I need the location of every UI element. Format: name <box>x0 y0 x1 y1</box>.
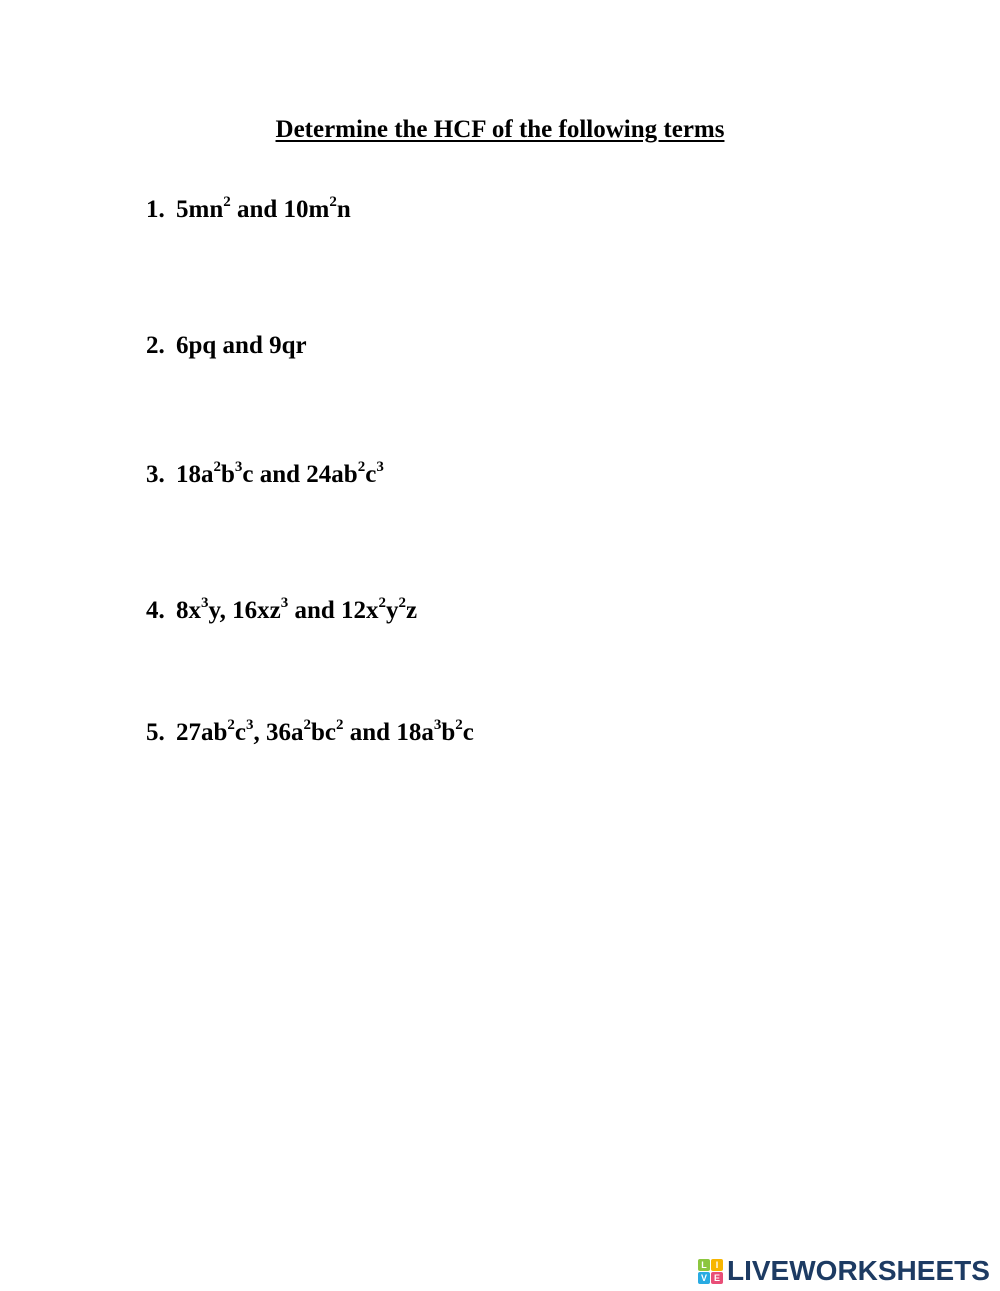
expression-text: y <box>386 597 399 624</box>
question-expression <box>176 458 384 488</box>
question-4 <box>146 594 418 625</box>
exponent: 2 <box>398 594 407 611</box>
question-expression <box>176 332 307 359</box>
exponent: 2 <box>213 458 221 475</box>
question-expression <box>176 716 474 746</box>
expression-text: z <box>406 597 418 624</box>
question-number: 4. <box>146 597 165 624</box>
expression-text: 8x <box>176 597 201 624</box>
exponent: 2 <box>336 716 344 733</box>
expression-text: , 36a <box>253 719 304 746</box>
exponent: 3 <box>234 458 243 475</box>
expression-text: bc <box>311 719 337 746</box>
question-number: 5. <box>146 719 165 746</box>
logo-mark-tile: V <box>698 1272 710 1284</box>
expression-text: and 18a <box>343 719 434 746</box>
exponent: 2 <box>357 458 366 475</box>
expression-text: b <box>221 461 235 488</box>
question-expression <box>176 193 351 223</box>
question-5 <box>146 716 474 747</box>
logo-mark-tile: L <box>698 1259 710 1271</box>
exponent: 3 <box>280 594 289 611</box>
exponent: 2 <box>303 716 312 733</box>
exponent: 2 <box>455 716 463 733</box>
expression-text: c <box>234 719 247 746</box>
logo-text: LIVEWORKSHEETS <box>727 1255 990 1286</box>
expression-text: 6pq and 9qr <box>176 332 307 359</box>
expression-text: c <box>462 719 474 746</box>
question-expression <box>176 594 418 624</box>
exponent: 2 <box>378 594 387 611</box>
logo-mark-icon <box>698 1259 723 1284</box>
question-1 <box>146 193 351 224</box>
expression-text: and 12x <box>288 597 379 624</box>
exponent: 2 <box>329 193 337 210</box>
question-number: 1. <box>146 196 165 223</box>
expression-text: b <box>441 719 456 746</box>
expression-text: c and 24ab <box>242 461 358 488</box>
logo-mark-tile: I <box>711 1259 723 1271</box>
question-number: 2. <box>146 332 165 359</box>
expression-text: and 10m <box>230 196 330 223</box>
expression-text: 5mn <box>176 196 224 223</box>
expression-text: n <box>336 196 351 223</box>
question-3 <box>146 458 384 489</box>
expression-text: 18a <box>176 461 214 488</box>
logo-mark-tile: E <box>711 1272 723 1284</box>
exponent: 3 <box>201 594 209 611</box>
question-2 <box>146 332 307 360</box>
exponent: 2 <box>227 716 235 733</box>
expression-text: 27ab <box>176 719 228 746</box>
expression-text: c <box>365 461 377 488</box>
question-number: 3. <box>146 461 165 488</box>
expression-text: y, 16xz <box>208 597 281 624</box>
worksheet-title: Determine the HCF of the following terms <box>275 116 725 143</box>
liveworksheets-logo <box>698 1256 990 1286</box>
exponent: 3 <box>433 716 442 733</box>
exponent: 3 <box>376 458 384 475</box>
exponent: 2 <box>223 193 231 210</box>
exponent: 3 <box>246 716 254 733</box>
